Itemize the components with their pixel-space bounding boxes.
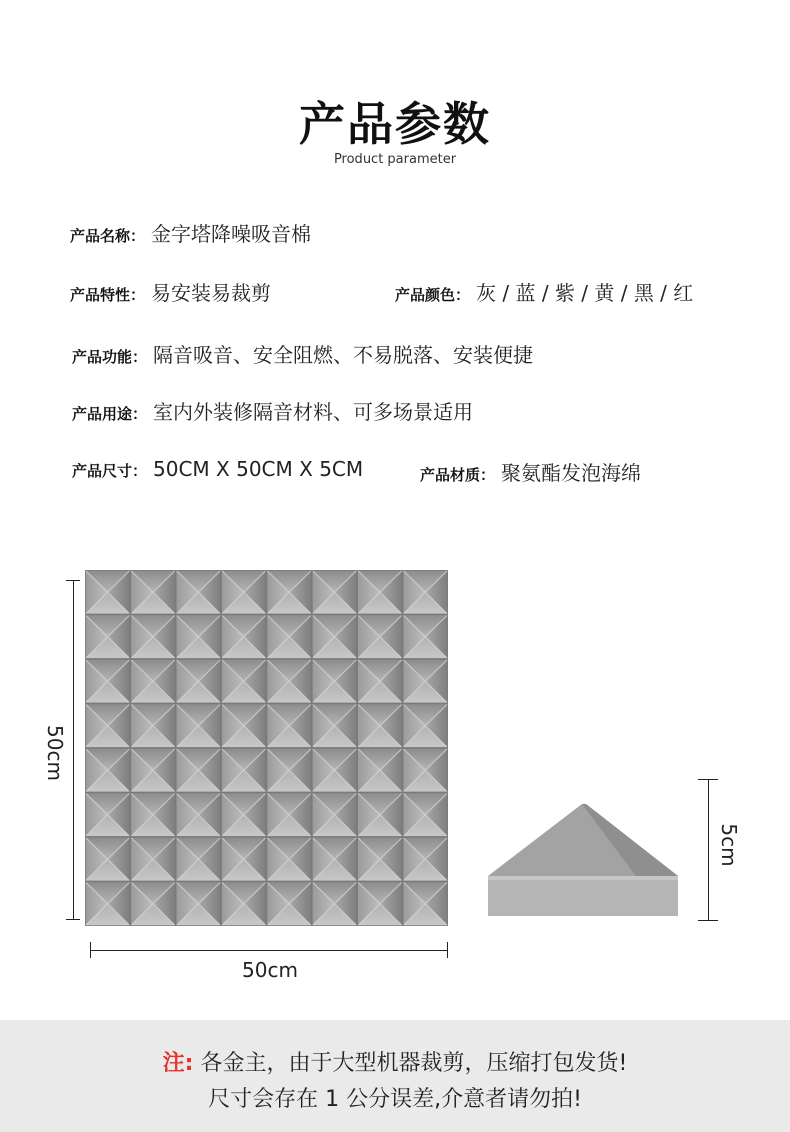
height-dimension-tick-top [66,580,80,581]
height-dimension-line [73,580,74,920]
page-title: 产品参数 [299,97,491,151]
thickness-dimension-tick-bottom [698,920,718,921]
spec-material-label: 产品材质： [420,466,496,484]
foam-cross-section-image [486,798,680,918]
spec-feature [70,277,271,306]
spec-name-value: 金字塔降噪吸音棉 [151,222,312,246]
width-dimension-tick-left [90,942,91,958]
spec-feature-value: 易安装易裁剪 [151,281,272,305]
spec-name-label: 产品名称： [70,227,146,245]
spec-usage-label: 产品用途： [72,405,148,423]
note-band [0,1020,790,1132]
spec-color-value: 灰 / 蓝 / 紫 / 黄 / 黑 / 红 [476,281,694,305]
spec-size-value: 50CM X 50CM X 5CM [153,457,364,481]
note-line-1 [0,1046,790,1077]
spec-function-label: 产品功能： [72,348,148,366]
height-dimension-tick-bottom [66,919,80,920]
spec-feature-label: 产品特性： [70,286,146,304]
spec-name [70,218,311,247]
spec-color [395,277,693,306]
height-dimension-label: 50cm [43,725,67,781]
spec-size [72,457,363,481]
note-line-2 [0,1082,790,1113]
foam-panel-image [85,570,448,926]
spec-usage-value: 室内外装修隔音材料、可多场景适用 [153,400,474,424]
spec-color-label: 产品颜色： [395,286,471,304]
width-dimension-label: 50cm [242,958,298,982]
spec-material [420,457,641,486]
page-subtitle: Product parameter [333,152,457,167]
width-dimension-tick-right [447,942,448,958]
spec-function-value: 隔音吸音、安全阻燃、不易脱落、安装便捷 [153,343,534,367]
note-prefix: 注: [162,1051,194,1076]
width-dimension-line [90,950,448,951]
note-text-1: 各金主，由于大型机器裁剪，压缩打包发货! [200,1051,628,1076]
thickness-dimension-label: 5cm [717,823,741,867]
spec-size-label: 产品尺寸： [72,462,148,480]
thickness-dimension-line [708,779,709,920]
thickness-dimension-tick-top [698,779,718,780]
spec-usage [72,396,473,425]
spec-function [72,339,533,368]
note-text-2: 尺寸会存在 1 公分误差,介意者请勿拍! [208,1087,582,1112]
spec-material-value: 聚氨酯发泡海绵 [501,461,642,485]
